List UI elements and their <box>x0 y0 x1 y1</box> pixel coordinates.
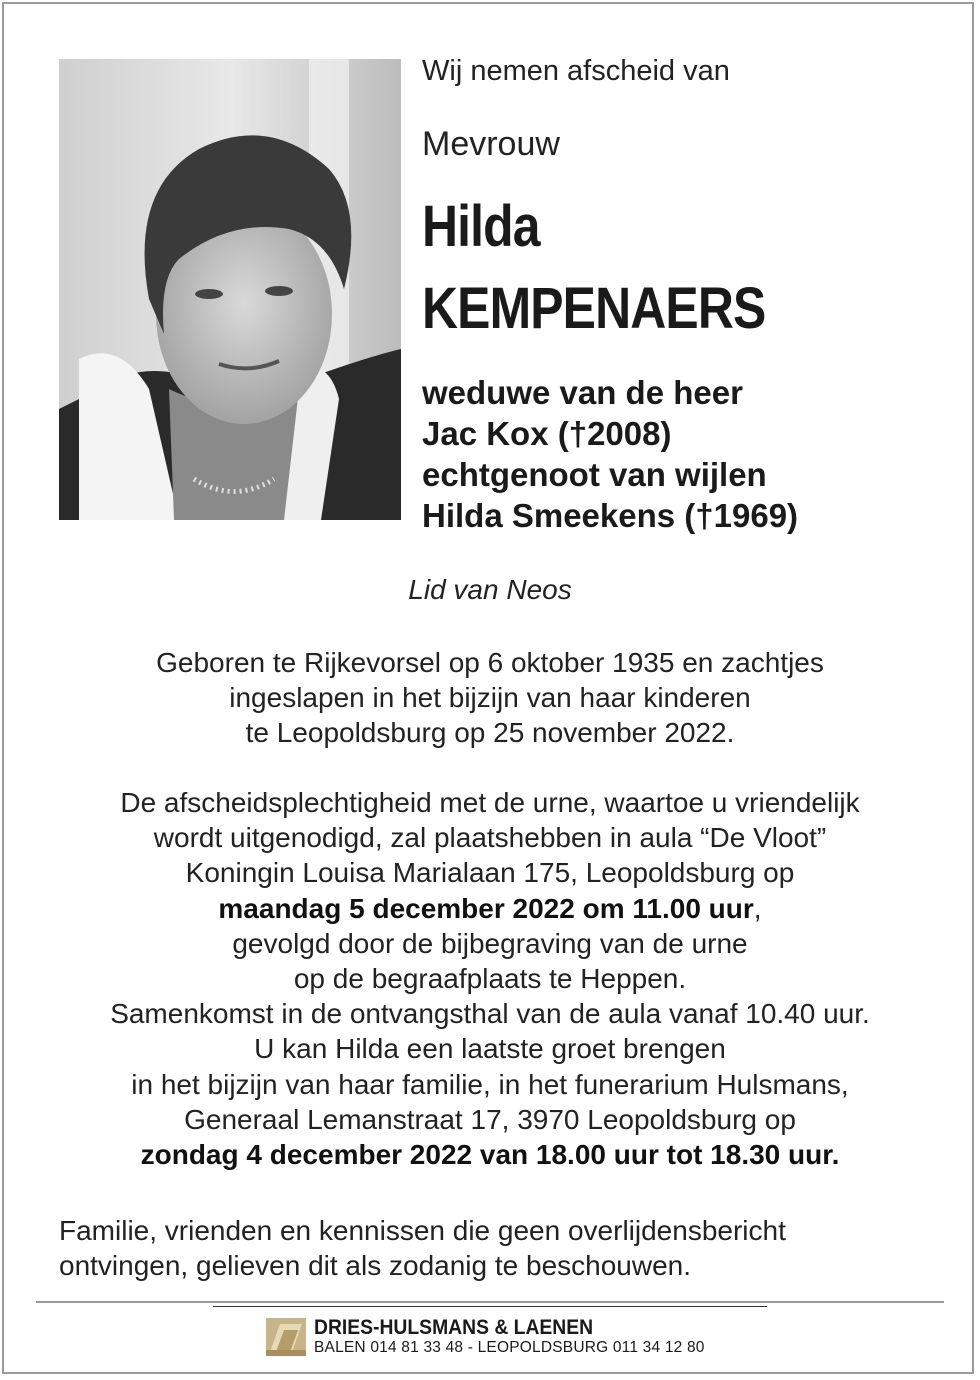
closing-line: ontvingen, gelieven dit als zodanig te beschouwen. <box>59 1250 691 1281</box>
birth-paragraph <box>0 645 980 750</box>
birth-line: ingeslapen in het bijzijn van haar kinderen <box>229 682 751 713</box>
ceremony-date: maandag 5 december 2022 om 11.00 uur <box>218 892 754 924</box>
birth-line: Geboren te Rijkevorsel op 6 oktober 1935 en zachtjes <box>156 647 824 678</box>
ceremony-line: U kan Hilda een laatste groet brengen <box>254 1033 726 1065</box>
ceremony-line: Generaal Lemanstraat 17, 3970 Leopoldsburg op <box>184 1103 796 1135</box>
closing-note <box>59 1213 786 1283</box>
closing-line: Familie, vrienden en kennissen die geen overlijdensbericht <box>59 1215 786 1246</box>
salutation: Mevrouw <box>422 125 560 163</box>
footer-divider <box>36 1301 944 1303</box>
relation-line: echtgenoot van wijlen <box>422 456 767 493</box>
membership-note: Lid van Neos <box>408 574 572 605</box>
funeral-home-logo-icon <box>266 1316 306 1356</box>
ceremony-date-suffix: , <box>753 892 762 924</box>
ceremony-paragraph <box>0 785 980 1172</box>
relations-block <box>422 372 798 536</box>
ceremony-line: op de begraafplaats te Heppen. <box>293 963 687 995</box>
portrait-image <box>59 59 401 520</box>
relation-line: Hilda Smeekens (†1969) <box>422 497 799 534</box>
ceremony-line: gevolgd door de bijbegraving van de urne <box>232 927 748 959</box>
relation-line: weduwe van de heer <box>422 374 743 411</box>
relation-line: Jac Kox (†2008) <box>422 415 672 452</box>
footer-divider-inner <box>213 1306 767 1307</box>
deceased-last-name: KEMPENAERS <box>422 276 766 341</box>
birth-line: te Leopoldsburg op 25 november 2022. <box>245 717 735 748</box>
ceremony-line: in het bijzijn van haar familie, in het funerarium Hulsmans, <box>131 1068 849 1100</box>
deceased-first-name: Hilda <box>422 194 540 259</box>
ceremony-line: De afscheidsplechtigheid met de urne, waartoe u vriendelijk <box>120 787 860 818</box>
ceremony-line: wordt uitgenodigd, zal plaatshebben in aula “De Vloot” <box>153 822 827 854</box>
ceremony-date-line <box>0 891 980 926</box>
ceremony-line: Samenkomst in de ontvangsthal van de aula vanaf 10.40 uur. <box>110 998 870 1030</box>
funeral-home-contact: BALEN 014 81 33 48 - LEOPOLDSBURG 011 34 12 80 <box>314 1339 705 1356</box>
funeral-home-name: DRIES-HULSMANS & LAENEN <box>314 1316 594 1339</box>
ceremony-line: Koningin Louisa Marialaan 175, Leopoldsburg op <box>185 857 795 889</box>
portrait-photo <box>59 59 401 520</box>
intro-text: Wij nemen afscheid van <box>422 55 730 87</box>
visitation-date: zondag 4 december 2022 van 18.00 uur tot 18.30 uur. <box>140 1139 840 1171</box>
